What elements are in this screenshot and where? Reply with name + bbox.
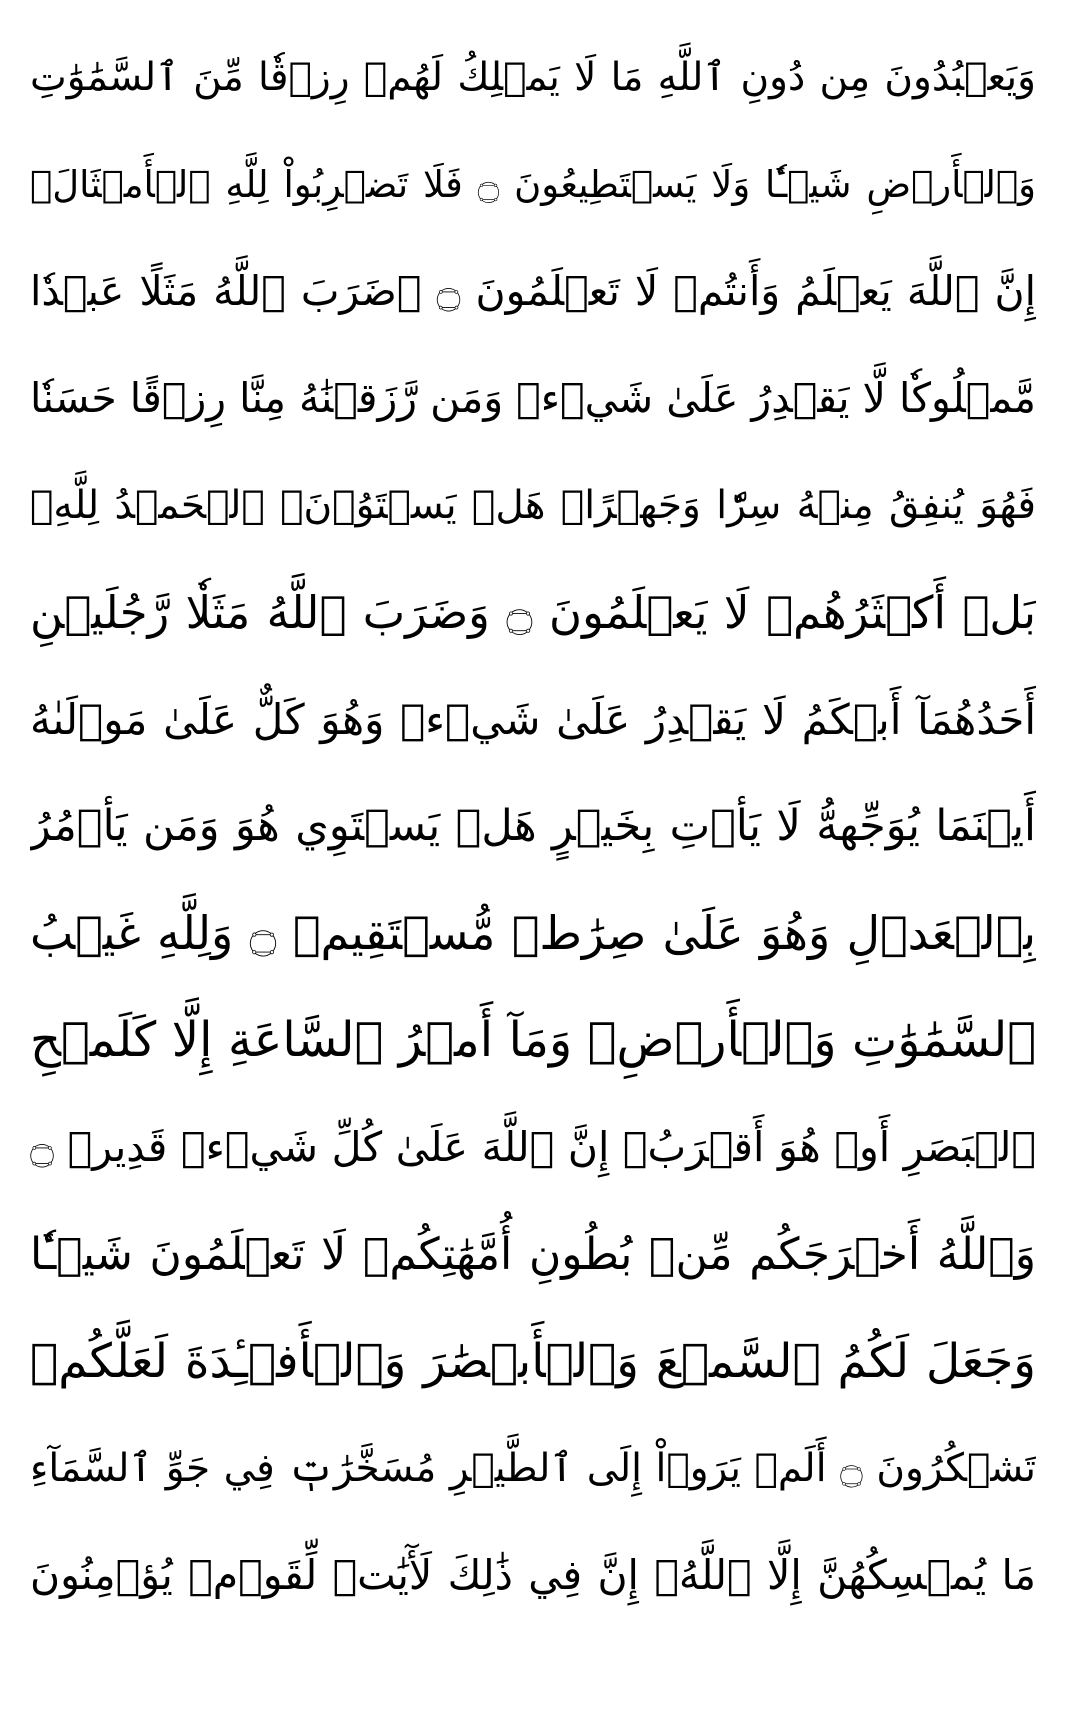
verse-line-13: وَجَعَلَ لَكُمُ ٱلسَّمۡعَ وَٱلۡأَبۡصَٰرَ وَٱلۡأَفۡـِٔدَةَ لَعَلَّكُمۡ xyxy=(30,1334,1036,1389)
verse-line-12: وَٱللَّهُ أَخۡرَجَكُم مِّنۢ بُطُونِ أُمَّهَٰتِكُمۡ لَا تَعۡلَمُونَ شَيۡـٔٗا xyxy=(30,1229,1036,1280)
verse-line-10: ٱلسَّمَٰوَٰتِ وَٱلۡأَرۡضِۚ وَمَآ أَمۡرُ ٱلسَّاعَةِ إِلَّا كَلَمۡحِ xyxy=(30,1012,1036,1068)
verse-line-3: إِنَّ ٱللَّهَ يَعۡلَمُ وَأَنتُمۡ لَا تَعۡلَمُونَ ۝ ۞ضَرَبَ ٱللَّهُ مَثَلًا عَبۡدٗا xyxy=(30,267,1036,315)
verse-line-2: وَٱلۡأَرۡضِ شَيۡـٔٗا وَلَا يَسۡتَطِيعُونَ ۝ فَلَا تَضۡرِبُواْ لِلَّهِ ٱلۡأَمۡثَالَۚ xyxy=(30,163,1036,206)
verse-line-5: فَهُوَ يُنفِقُ مِنۡهُ سِرّٗا وَجَهۡرًاۖ هَلۡ يَسۡتَوُۥنَۚ ٱلۡحَمۡدُ لِلَّهِۚ xyxy=(30,483,1036,528)
verse-line-4: مَّمۡلُوكٗا لَّا يَقۡدِرُ عَلَىٰ شَيۡءٖ وَمَن رَّزَقۡنَٰهُ مِنَّا رِزۡقًا حَسَنٗا xyxy=(30,374,1036,422)
verse-line-9: بِٱلۡعَدۡلِ وَهُوَ عَلَىٰ صِرَٰطٖ مُّسۡتَقِيمٖ ۝ وَلِلَّهِ غَيۡبُ xyxy=(30,906,1036,960)
verse-line-6: بَلۡ أَكۡثَرُهُمۡ لَا يَعۡلَمُونَ ۝ وَضَرَبَ ٱللَّهُ مَثَلٗا رَّجُلَيۡنِ xyxy=(30,586,1036,639)
verse-line-7: أَحَدُهُمَآ أَبۡكَمُ لَا يَقۡدِرُ عَلَىٰ شَيۡءٖ وَهُوَ كَلٌّ عَلَىٰ مَوۡلَىٰهُ xyxy=(30,695,1036,744)
verse-line-15: مَا يُمۡسِكُهُنَّ إِلَّا ٱللَّهُۚ إِنَّ فِي ذَٰلِكَ لَأٓيَٰتٖ لِّقَوۡمٖ يُؤۡمِنُونَ xyxy=(30,1551,1036,1599)
verse-line-14: تَشۡكُرُونَ ۝ أَلَمۡ يَرَوۡاْ إِلَى ٱلطَّيۡرِ مُسَخَّرَٰتٖ فِي جَوِّ ٱلسَّمَآءِ xyxy=(30,1446,1036,1491)
verse-line-11: ٱلۡبَصَرِ أَوۡ هُوَ أَقۡرَبُۚ إِنَّ ٱللَّهَ عَلَىٰ كُلِّ شَيۡءٖ قَدِيرٞ ۝ xyxy=(30,1123,1036,1171)
verse-line-1: وَيَعۡبُدُونَ مِن دُونِ ٱللَّهِ مَا لَا يَمۡلِكُ لَهُمۡ رِزۡقٗا مِّنَ ٱلسَّمَٰوَٰتِ xyxy=(30,55,1036,100)
verse-line-8: أَيۡنَمَا يُوَجِّههُّ لَا يَأۡتِ بِخَيۡرٍ هَلۡ يَسۡتَوِي هُوَ وَمَن يَأۡمُرُ xyxy=(30,801,1036,851)
